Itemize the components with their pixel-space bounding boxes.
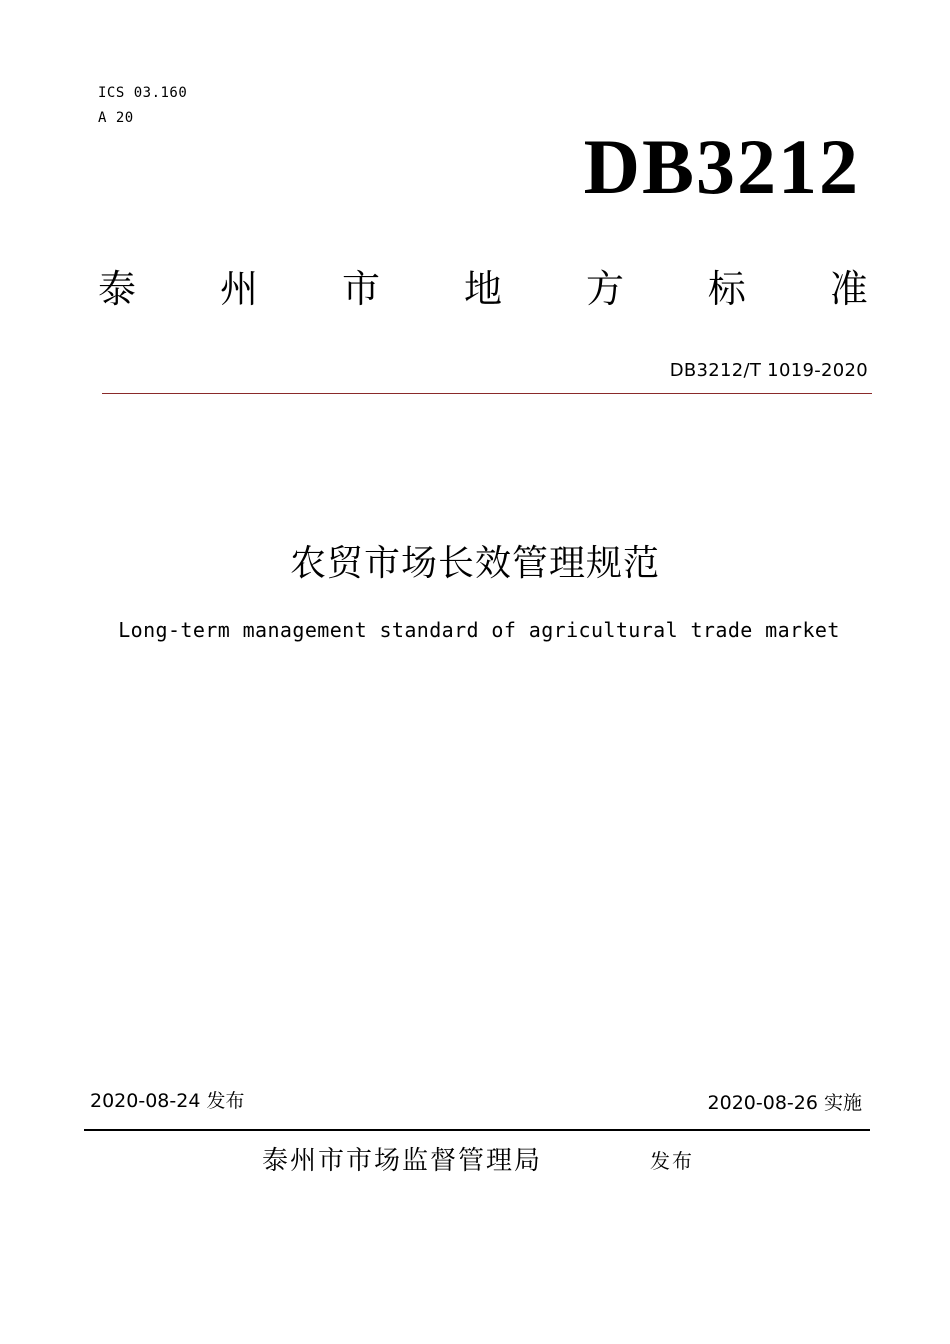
document-title-english: Long-term management standard of agricultural trade market [118, 618, 840, 642]
issuing-authority: 泰州市市场监督管理局 [262, 1146, 543, 1176]
document-title-chinese: 农贸市场长效管理规范 [289, 543, 660, 584]
standard-type-char: 州 [219, 267, 258, 311]
standard-type-heading [98, 267, 868, 311]
implementation-date: 2020-08-26 实施 [707, 1092, 862, 1114]
standard-type-char: 地 [463, 267, 502, 311]
standard-type-char: 方 [585, 267, 624, 311]
standard-code-logo: DB3212 [583, 123, 860, 210]
top-divider [102, 393, 872, 394]
ics-code: ICS 03.160 [98, 85, 188, 101]
standard-type-char: 泰 [98, 267, 137, 311]
standard-type-char: 准 [829, 267, 868, 311]
bottom-divider [84, 1129, 870, 1131]
issue-date: 2020-08-24 发布 [90, 1090, 245, 1112]
standard-type-char: 标 [707, 267, 746, 311]
issuing-authority-suffix: 发布 [650, 1149, 694, 1173]
standard-type-char: 市 [341, 267, 380, 311]
classification-code: A 20 [98, 110, 134, 126]
standard-number: DB3212/T 1019-2020 [669, 360, 868, 381]
